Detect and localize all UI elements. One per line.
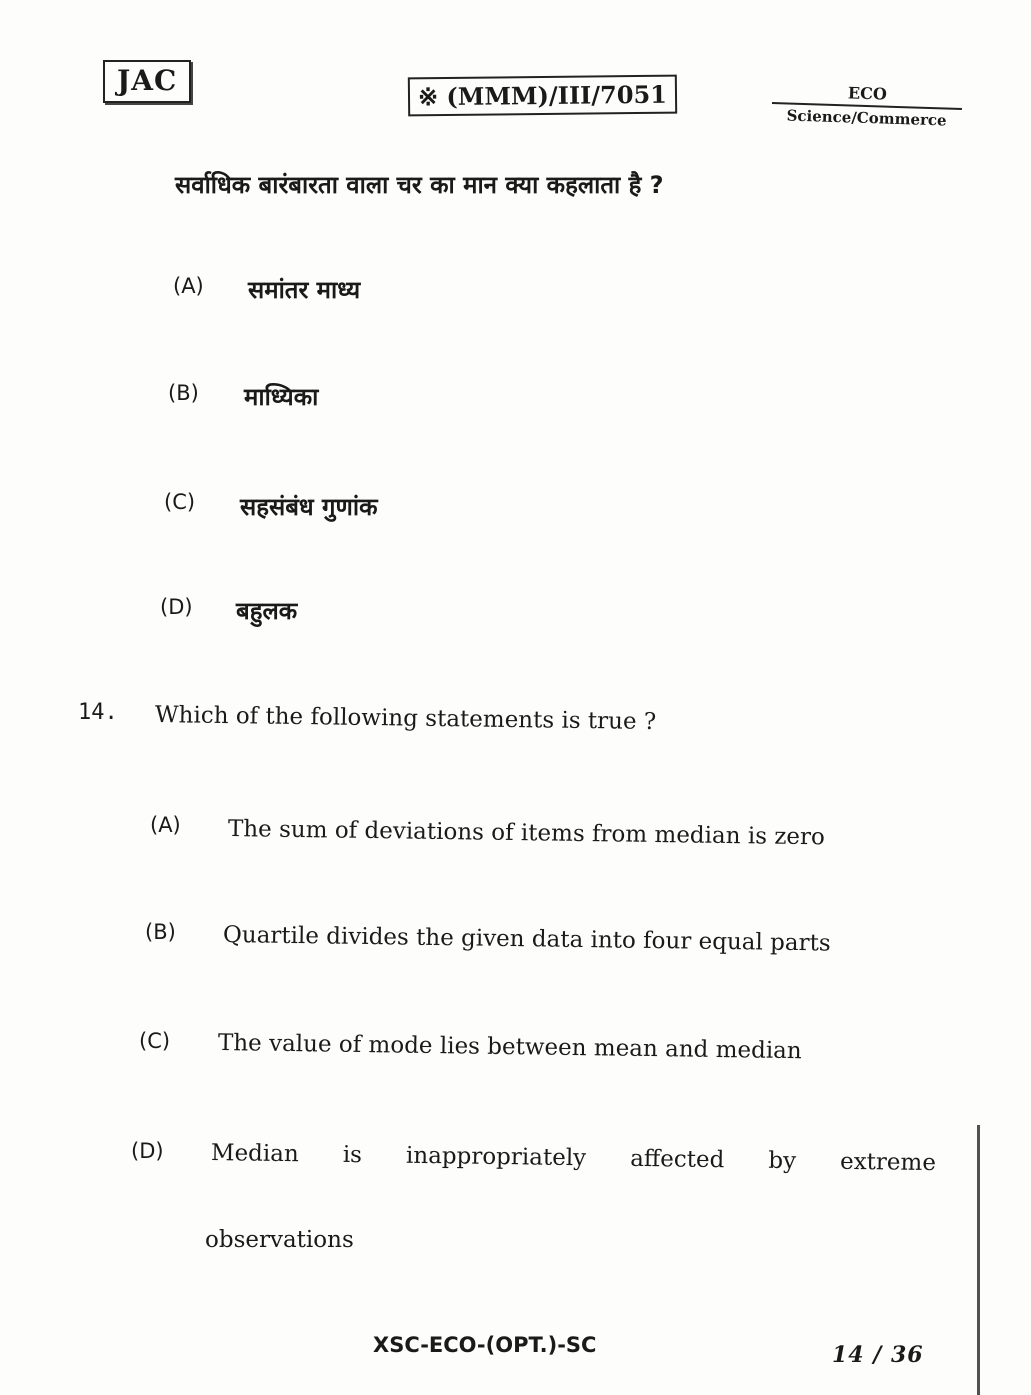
hindi-option-a-letter: (A) xyxy=(173,274,204,298)
option-b-text: Quartile divides the given data into four equal parts xyxy=(222,922,831,957)
hindi-option-b-letter: (B) xyxy=(168,381,199,405)
hindi-question-text: सर्वाधिक बारंबारता वाला चर का मान क्या कहलाता है ? xyxy=(175,171,664,199)
option-d-word: Median xyxy=(210,1140,299,1168)
option-c-text: The value of mode lies between mean and median xyxy=(217,1030,802,1065)
option-d-word: inappropriately xyxy=(405,1142,587,1172)
hindi-option-b-text: माध्यिका xyxy=(244,383,319,411)
option-b-letter: (B) xyxy=(145,920,176,944)
option-d-word: is xyxy=(342,1141,363,1169)
option-a-text: The sum of deviations of items from median is zero xyxy=(227,816,826,851)
hindi-option-d-letter: (D) xyxy=(160,595,193,619)
footer-code: XSC-ECO-(OPT.)-SC xyxy=(373,1333,597,1357)
hindi-option-d-text: बहुलक xyxy=(236,597,298,625)
hindi-option-a-text: समांतर माध्य xyxy=(248,276,361,304)
hindi-option-c-text: सहसंबंध गुणांक xyxy=(240,493,378,521)
hindi-option-c-letter: (C) xyxy=(164,490,196,514)
board-label: JAC xyxy=(103,60,191,103)
scan-edge-line xyxy=(977,1125,980,1395)
option-d-letter: (D) xyxy=(131,1139,164,1163)
stream-label: Science/Commerce xyxy=(786,106,947,130)
question-number: 14. xyxy=(78,700,118,725)
question-text: Which of the following statements is true ? xyxy=(154,702,657,735)
option-d-line xyxy=(211,1140,936,1176)
subject-label: ECO xyxy=(847,83,888,104)
option-d-continuation: observations xyxy=(205,1227,354,1253)
paper-code: ※ (MMM)/III/7051 xyxy=(408,75,677,117)
subject-block xyxy=(771,81,962,130)
option-d-word: affected xyxy=(629,1145,725,1174)
option-d-word: extreme xyxy=(839,1148,937,1177)
option-c-letter: (C) xyxy=(139,1029,171,1053)
option-a-letter: (A) xyxy=(150,813,181,837)
option-d-word: by xyxy=(768,1147,797,1175)
page-number: 14 / 36 xyxy=(832,1342,924,1368)
